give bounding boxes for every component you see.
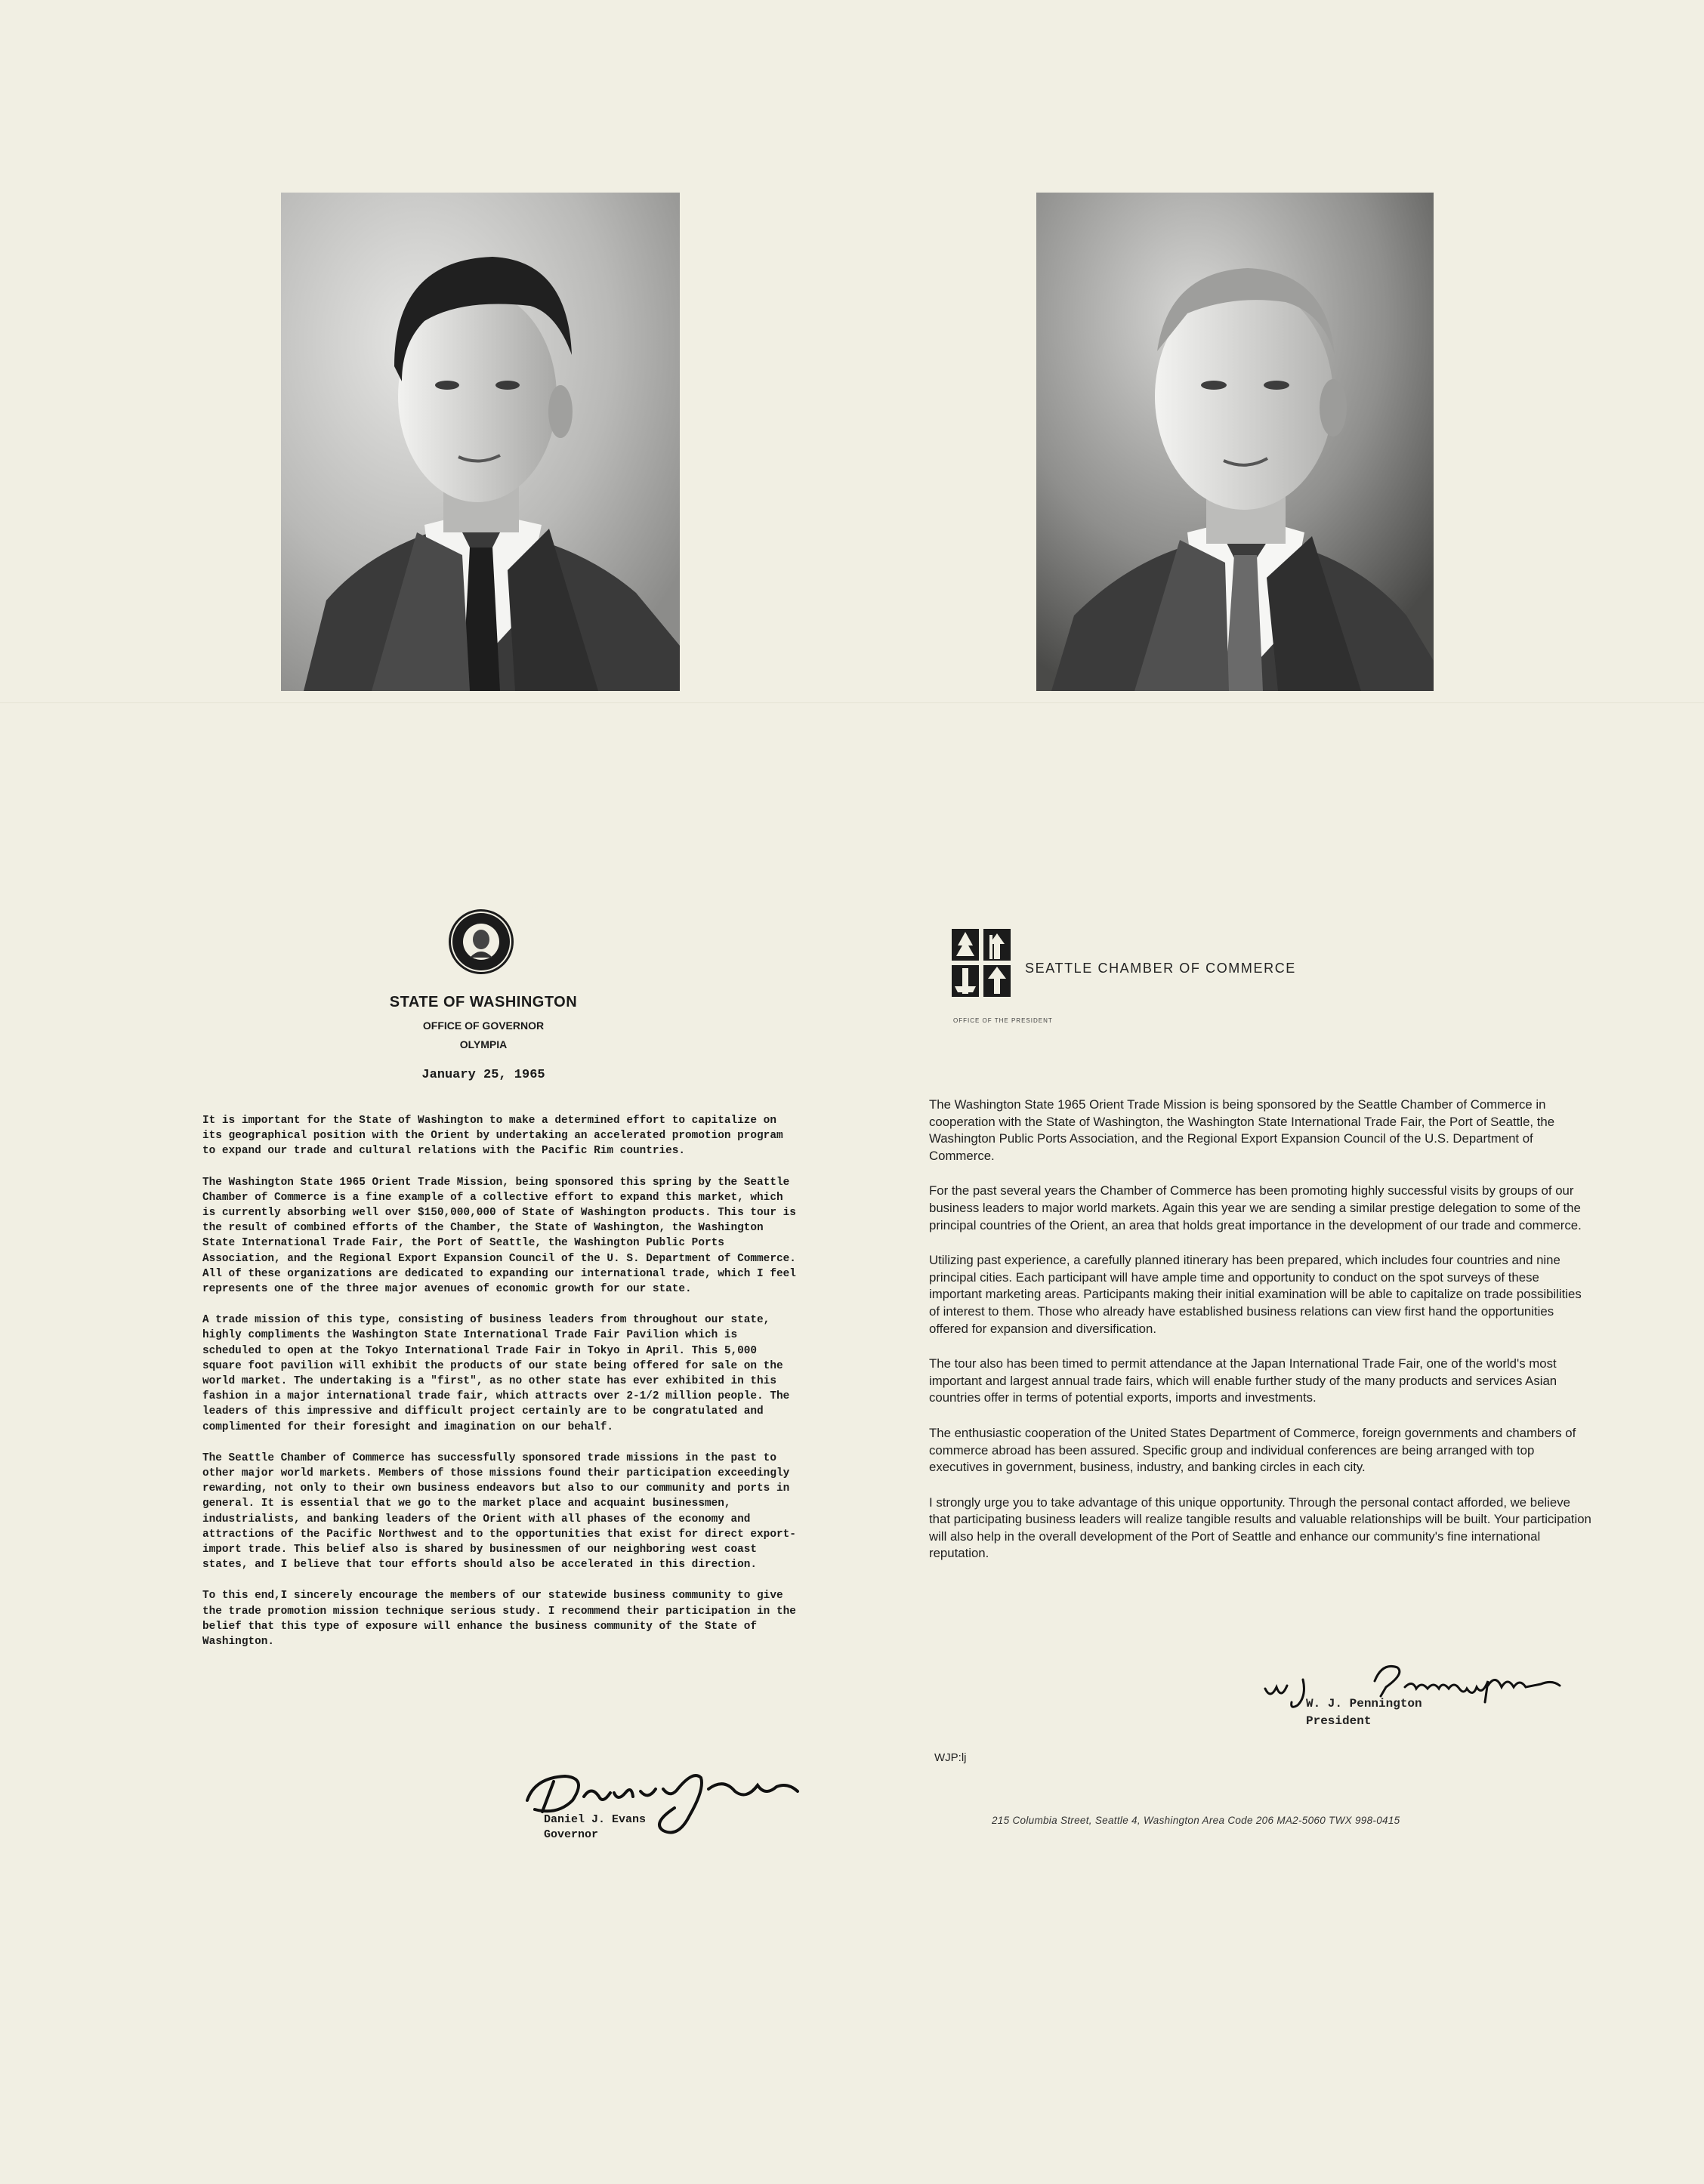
letter-paragraph: To this end,I sincerely encourage the members of our statewide business community to give the trade promotion mission technique serious study. I recommend their participation in the belief that this type of exposure will enhance the business community of the State of Washington. bbox=[202, 1590, 796, 1649]
portrait-photo-governor bbox=[281, 193, 680, 691]
letter-paragraph: The enthusiastic cooperation of the United States Department of Commerce, foreign governments and chambers of commerce abroad has been assured. Specific group and individual conferences are being arranged with top executives in government, business, industry, and banking circles in each city. bbox=[929, 1425, 1576, 1475]
signer-title: President bbox=[1306, 1714, 1372, 1728]
letter-paragraph: A trade mission of this type, consisting of business leaders from throughout our state, highly compliments the Washington State International Trade Fair Pavilion which is scheduled to open at the Tokyo International Trade Fair in Tokyo in April. This 5,000 square foot pavilion will exhibit the products of our state being offered for sale on the world market. The undertaking is a "first", as no other state has ever exhibited in this fashion in a major international trade fair, which attracts over 2-1/2 million people. The leaders of this impressive and difficult project certainly are to be congratulated and complimented for their foresight and imagination on our behalf. bbox=[202, 1314, 790, 1433]
president-name-block bbox=[1306, 1695, 1422, 1730]
governor-letter-body bbox=[202, 1113, 799, 1665]
letter-paragraph: It is important for the State of Washington to make a determined effort to capitalize on its geographical position with the Orient by undertaking an accelerated promotion program to expand our trade and cultural relations with the Pacific Rim countries. bbox=[202, 1115, 783, 1158]
letter-paragraph: I strongly urge you to take advantage of this unique opportunity. Through the personal contact afforded, we believe that participating business leaders will realize tangible results and valuable relationships will be built. Your participation will also help in the overall development of the Port of Seattle and enhance our community's fine international reputation. bbox=[929, 1495, 1591, 1561]
letter-paragraph: The Washington State 1965 Orient Trade Mission is being sponsored by the Seattle Chamber of Commerce in cooperation with the State of Washington, the Washington State International Trade Fair, the Port of Seattle, the Washington Public Ports Association, and the Regional Export Expansion Council of the U.S. Department of Commerce. bbox=[929, 1097, 1555, 1163]
letter-paragraph: The tour also has been timed to permit attendance at the Japan International Trade Fair, one of the world's most important and largest annual trade fairs, which will enable further study of the many products and services Asian countries offer in terms of potential exports, imports and investments. bbox=[929, 1356, 1557, 1405]
chamber-address: 215 Columbia Street, Seattle 4, Washington Area Code 206 MA2-5060 TWX 998-0415 bbox=[992, 1815, 1400, 1826]
signer-title: Governor bbox=[544, 1828, 599, 1841]
letter-paragraph: The Seattle Chamber of Commerce has successfully sponsored trade missions in the past to other major world markets. Members of those missions found their participation exceedingly rewarding, not only to their own business endeavors but also to our community and ports in general. It is essential that we go to the market place and acquaint businessmen, industrialists, and banking leaders of the Orient with all phases of the economy and attractions of the Pacific Northwest and to the opportunities that exist for direct export-import trade. This belief also is shared by businessmen of our neighboring west coast states, and I believe that tour efforts should also be accelerated in this direction. bbox=[202, 1451, 796, 1572]
letterhead-state: STATE OF WASHINGTON bbox=[389, 994, 578, 1010]
chamber-office: OFFICE OF THE PRESIDENT bbox=[953, 1017, 1053, 1024]
letter-paragraph: For the past several years the Chamber of Commerce has been promoting highly successful visits by groups of our business leaders to major world markets. Again this year we are sending a similar prestige delegation to some of the principal countries of the Orient, an area that holds great importance in the development of our trade and commerce. bbox=[929, 1183, 1582, 1232]
letter-date: January 25, 1965 bbox=[421, 1068, 545, 1082]
letter-paragraph: Utilizing past experience, a carefully planned itinerary has been prepared, which includes four countries and nine principal cities. Each participant will have ample time and opportunity to conduct on the spot surveys of these important marketing areas. Participants making their initial examination will be able to capitalize on trade possibilities of interest to them. Those who already have established business relations can view first hand the opportunities offered for expansion and diversification. bbox=[929, 1253, 1582, 1336]
paper-fold bbox=[0, 702, 1704, 704]
letterhead-city: OLYMPIA bbox=[459, 1038, 508, 1050]
portrait-photo-president bbox=[1036, 193, 1434, 691]
letterhead-office: OFFICE OF GOVERNOR bbox=[422, 1020, 545, 1032]
chamber-letter-body bbox=[929, 1097, 1594, 1581]
chamber-logo bbox=[952, 929, 1012, 997]
chamber-name: SEATTLE CHAMBER OF COMMERCE bbox=[1025, 961, 1296, 976]
signer-name: W. J. Pennington bbox=[1306, 1697, 1422, 1710]
governor-name-block bbox=[544, 1812, 646, 1843]
seal-text: SEAL OF THE STATE OF WASHINGTON 1889 bbox=[447, 904, 560, 909]
letter-paragraph: The Washington State 1965 Orient Trade Mission, being sponsored this spring by the Seattle Chamber of Commerce is a fine example of a collective effort to expand this market, which is currently absorbing well over $150,000,000 of State of Washington products. This tour is the result of combined efforts of the Chamber, the State of Washington, the Washington State International Trade Fair, the Port of Seattle, the Washington Public Ports Association, and the Regional Export Expansion Council of the U. S. Department of Commerce. All of these organizations are dedicated to expanding our international trade, which I feel represents one of the three major avenues of economic growth for our state. bbox=[202, 1176, 796, 1296]
signer-name: Daniel J. Evans bbox=[544, 1813, 647, 1826]
state-seal-logo bbox=[447, 904, 560, 976]
typist-initials: WJP:lj bbox=[934, 1751, 967, 1764]
